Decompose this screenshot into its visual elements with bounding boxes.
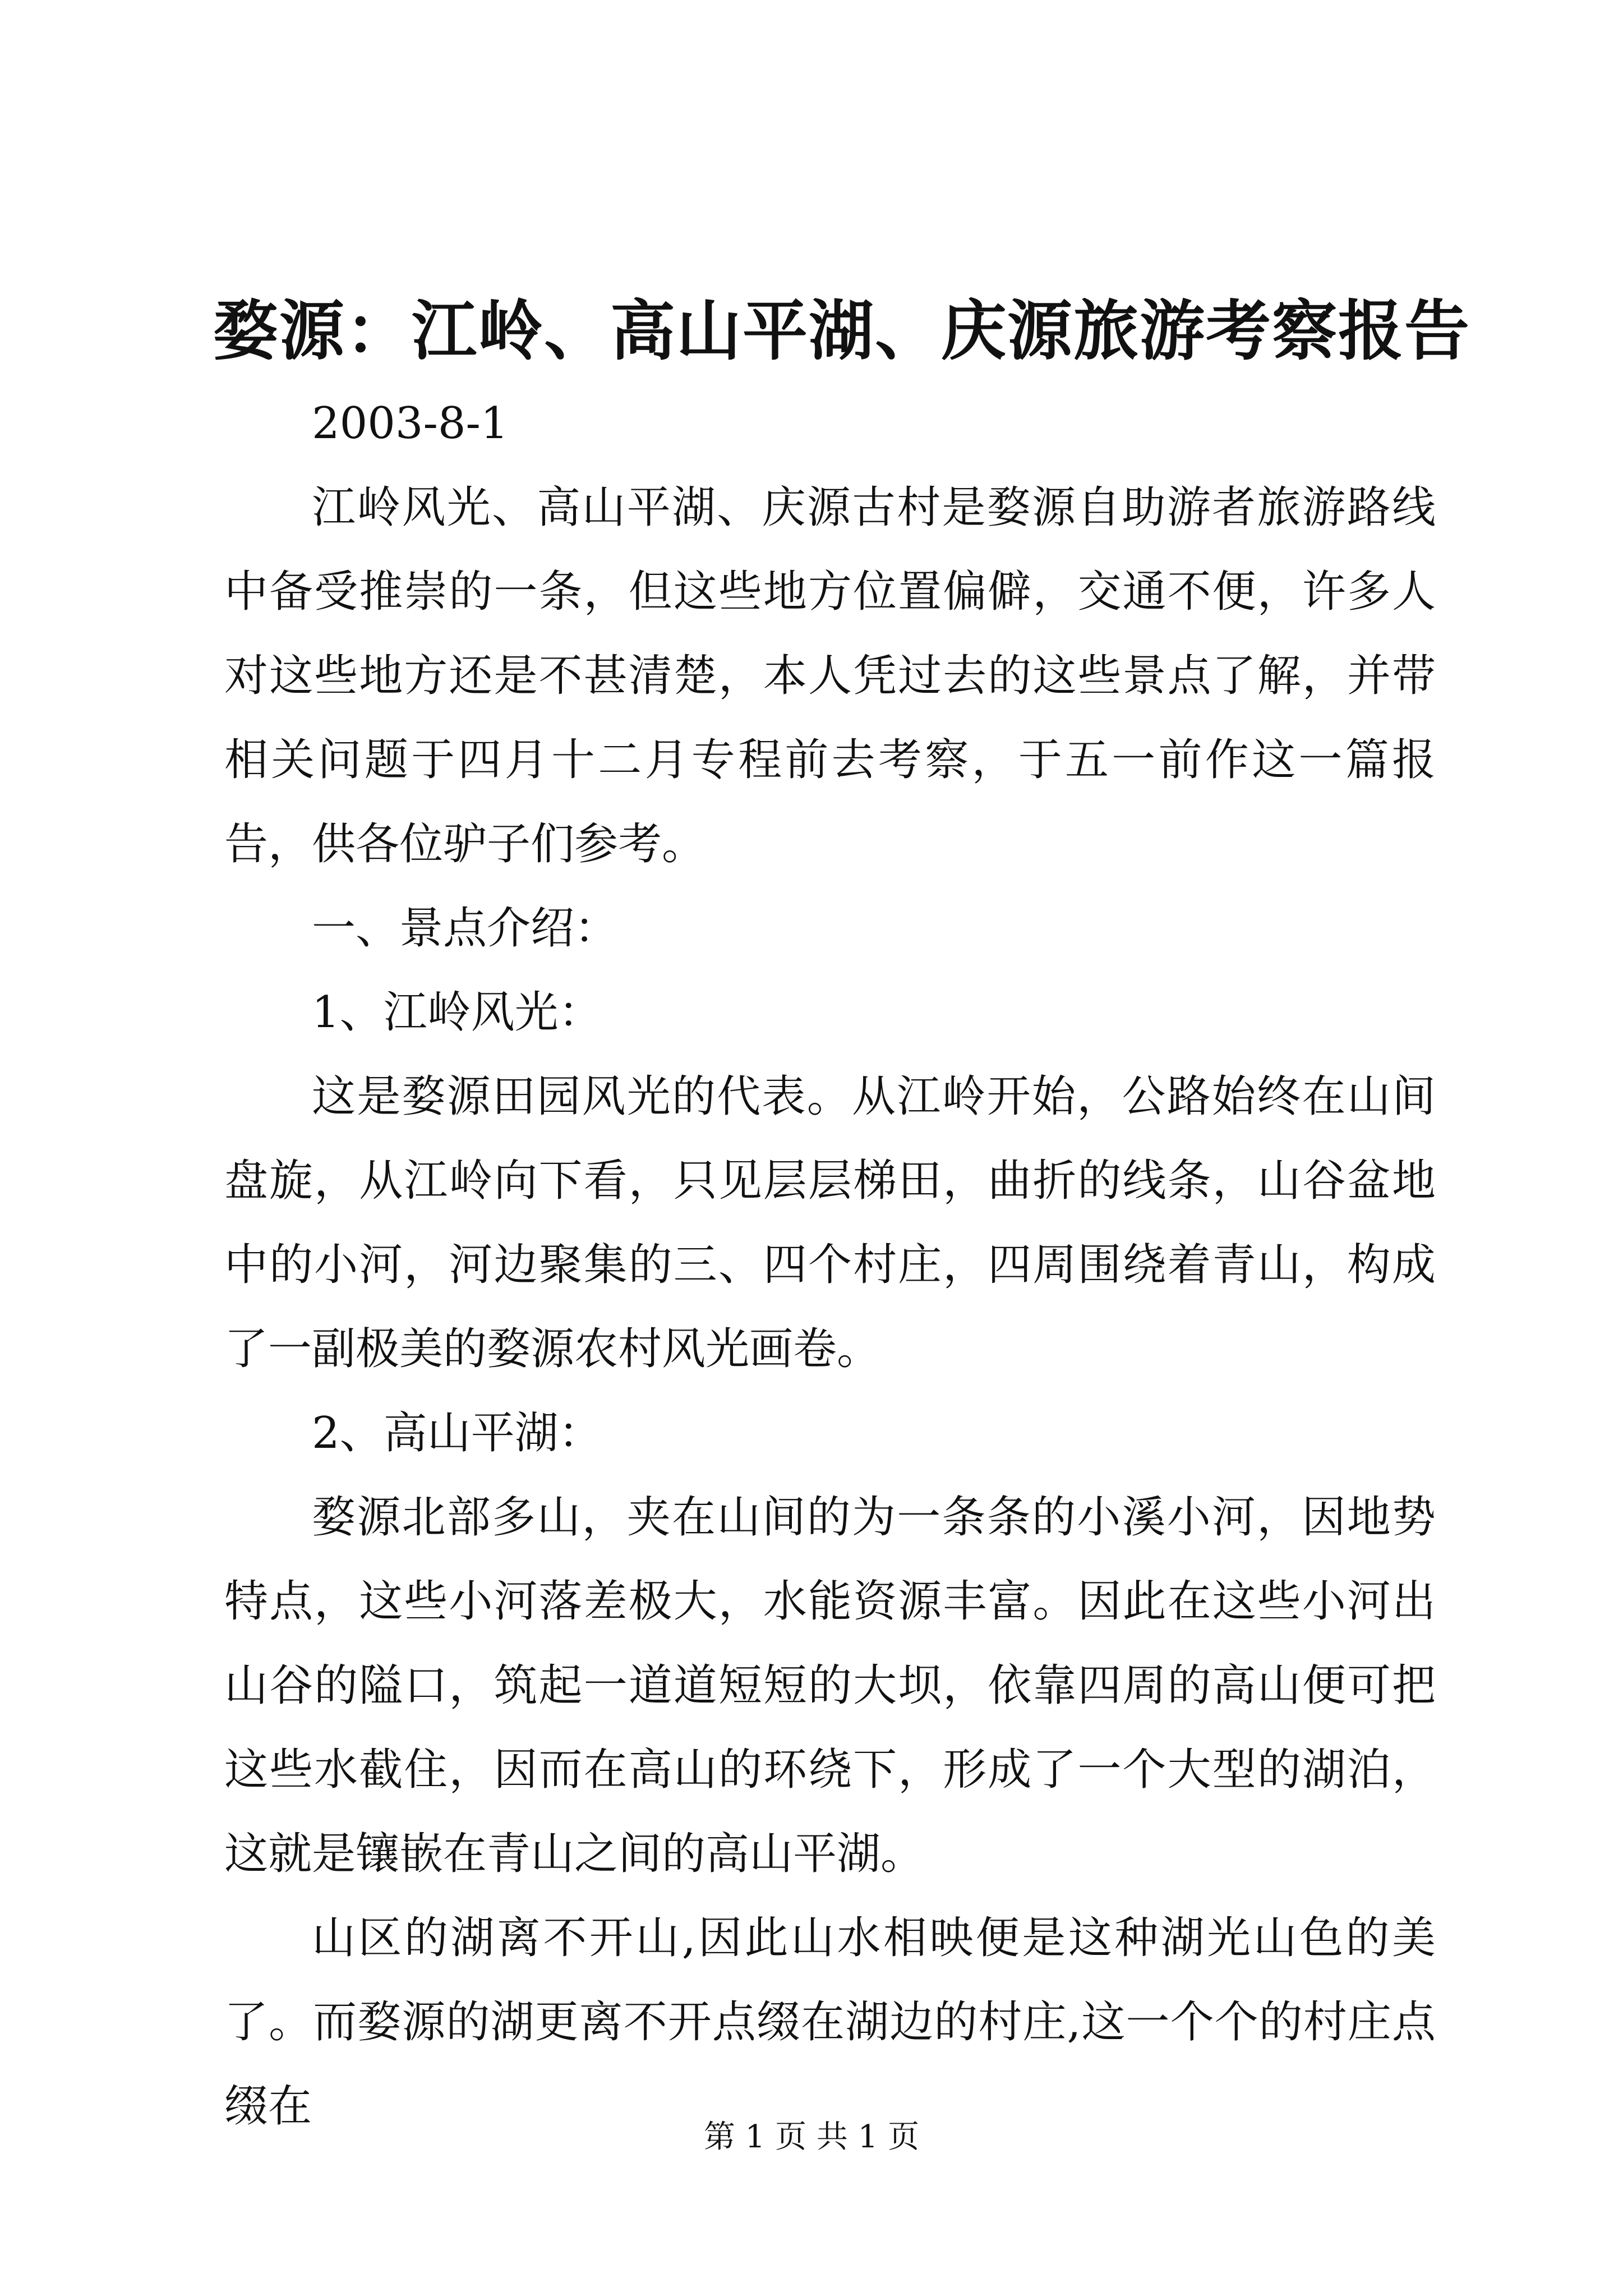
paragraph-jiangling: 这是婺源田园风光的代表。从江岭开始，公路始终在山间盘旋，从江岭向下看，只见层层梯田，曲折的线条，山谷盆地中的小河，河边聚集的三、四个村庄，四周围绕着青山，构成了一副极美的婺源农村风光画卷。 xyxy=(224,1071,1436,1374)
subheading-jiangling: 1、江岭风光： xyxy=(312,987,602,1038)
document-body xyxy=(224,381,1436,2148)
document-title: 婺源：江岭、高山平湖、庆源旅游考察报告 xyxy=(213,293,1470,369)
paragraph-intro: 江岭风光、高山平湖、庆源古村是婺源自助游者旅游路线中备受推崇的一条，但这些地方位置偏僻，交通不便，许多人对这些地方还是不甚清楚，本人凭过去的这些景点了解，并带相关问题于四月十二月专程前去考察，于五一前作这一篇报告，供各位驴子们参考。 xyxy=(224,482,1436,869)
section-heading-attractions: 一、景点介绍： xyxy=(312,903,619,954)
subheading-gaoshan-pinghu: 2、高山平湖： xyxy=(312,1408,602,1458)
paragraph-gaoshan-pinghu: 婺源北部多山，夹在山间的为一条条的小溪小河，因地势特点，这些小河落差极大，水能资源丰富。因此在这些小河出山谷的隘口，筑起一道道短短的大坝，依靠四周的高山便可把这些水截住，因而在高山的环绕下，形成了一个大型的湖泊，这就是镶嵌在青山之间的高山平湖。 xyxy=(224,1492,1436,1879)
date-line: 2003-8-1 xyxy=(312,398,509,449)
paragraph-lake-mountains: 山区的湖离不开山,因此山水相映便是这种湖光山色的美了。而婺源的湖更离不开点缀在湖边的村庄,这一个个的村庄点缀在 xyxy=(224,1913,1436,2132)
page-footer: 第 1 页 共 1 页 xyxy=(703,2119,920,2155)
